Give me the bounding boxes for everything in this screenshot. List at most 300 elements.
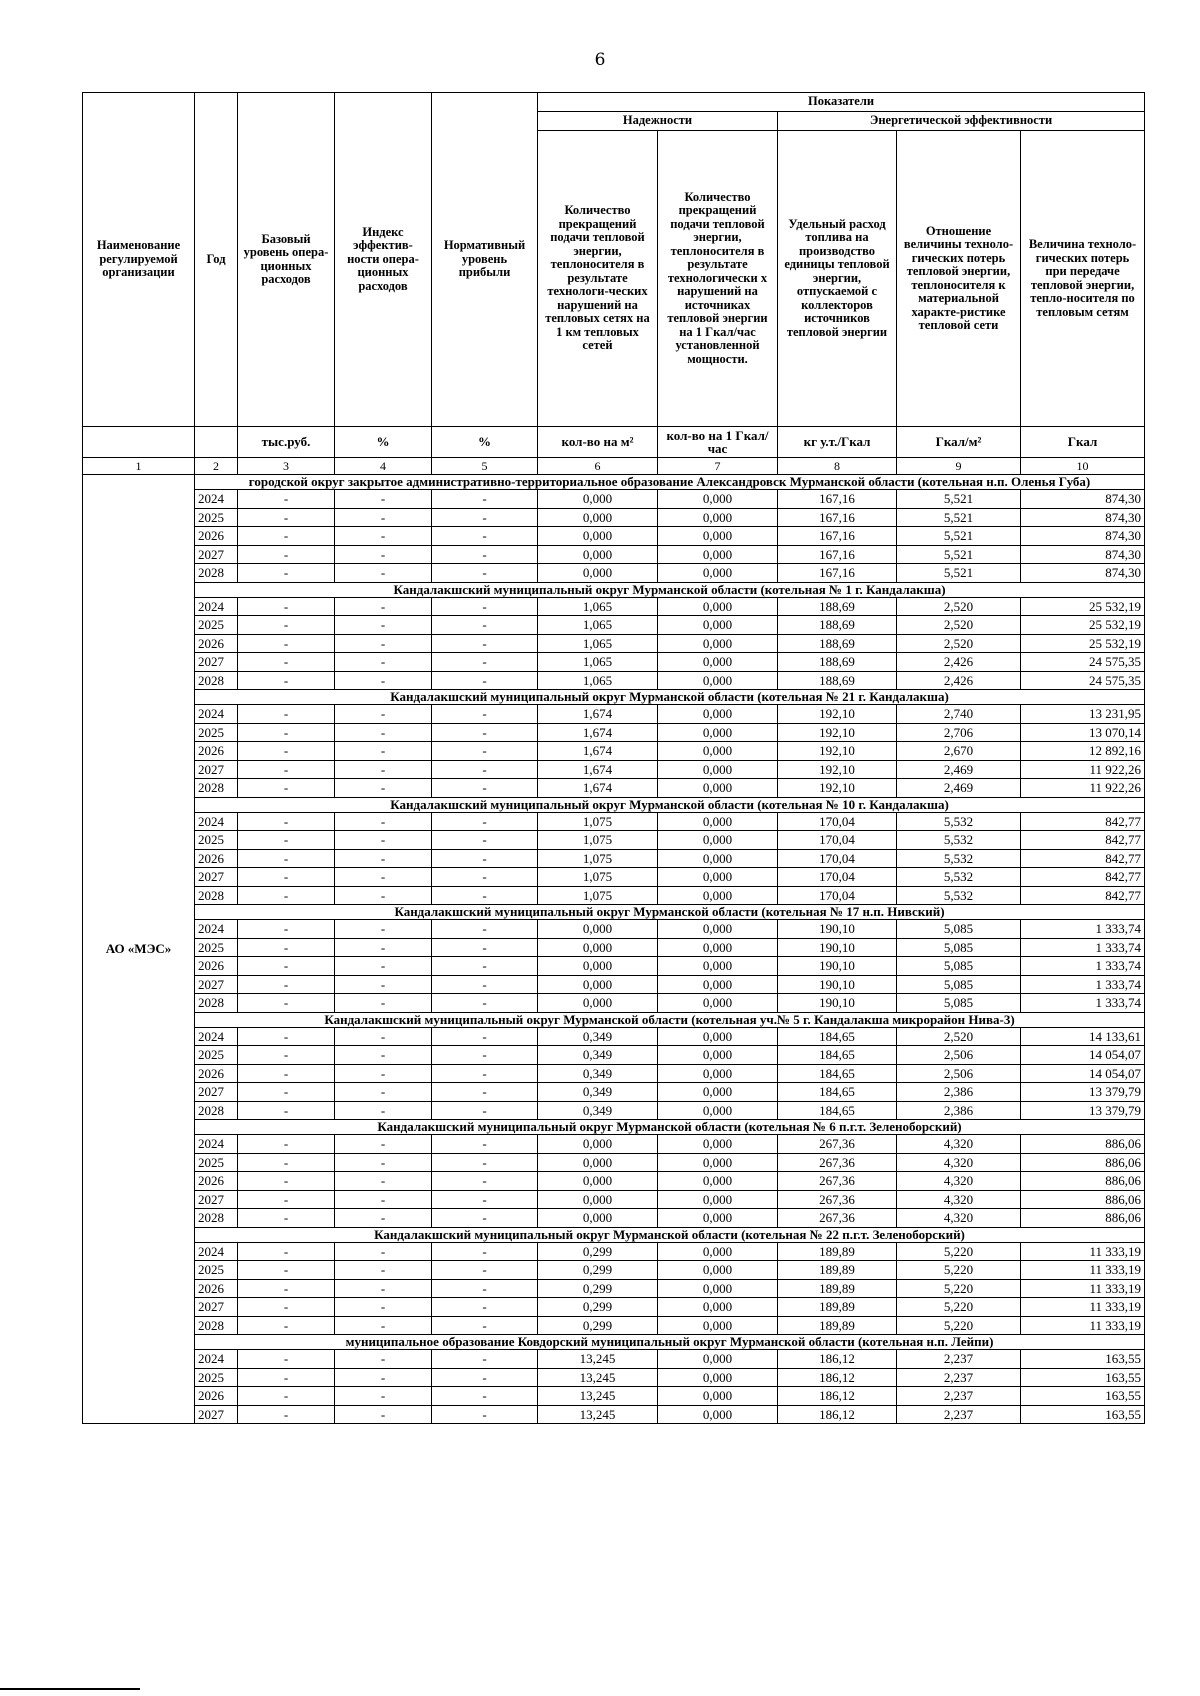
cell-c3: -: [238, 812, 335, 831]
year-cell: 2025: [195, 831, 238, 850]
unit-col6: кол-во на м²: [538, 427, 658, 458]
cell-c8: 267,36: [778, 1190, 897, 1209]
cell-c6: 13,245: [538, 1405, 658, 1424]
cell-c7: 0,000: [658, 616, 778, 635]
cell-c3: -: [238, 742, 335, 761]
year-cell: 2028: [195, 564, 238, 583]
cell-c8: 184,65: [778, 1046, 897, 1065]
column-number: 4: [335, 458, 432, 475]
cell-c6: 0,349: [538, 1101, 658, 1120]
cell-c5: -: [432, 1350, 538, 1369]
group-title: Кандалакшский муниципальный округ Мурманской области (котельная № 6 п.г.т. Зеленоборский): [195, 1120, 1145, 1135]
cell-c5: -: [432, 1153, 538, 1172]
cell-c3: -: [238, 616, 335, 635]
cell-c5: -: [432, 1405, 538, 1424]
cell-c7: 0,000: [658, 886, 778, 905]
cell-c7: 0,000: [658, 760, 778, 779]
cell-c7: 0,000: [658, 490, 778, 509]
year-cell: 2024: [195, 1350, 238, 1369]
table-row: [83, 508, 1145, 527]
year-cell: 2026: [195, 634, 238, 653]
cell-c5: -: [432, 849, 538, 868]
cell-c9: 5,220: [897, 1298, 1021, 1317]
header-col6: Количество прекращений подачи тепловой энергии, теплоносителя в результате технологи-ческих нарушений на тепловых сетях на 1 км тепловых сетей: [538, 131, 658, 427]
cell-c3: -: [238, 1083, 335, 1102]
cell-c6: 0,000: [538, 994, 658, 1013]
year-cell: 2026: [195, 1064, 238, 1083]
cell-c9: 2,506: [897, 1064, 1021, 1083]
cell-c7: 0,000: [658, 938, 778, 957]
cell-c6: 0,000: [538, 1172, 658, 1191]
cell-c9: 2,670: [897, 742, 1021, 761]
table-row: [83, 1261, 1145, 1280]
cell-c8: 170,04: [778, 849, 897, 868]
cell-c4: -: [335, 994, 432, 1013]
table-row: [83, 1387, 1145, 1406]
cell-c6: 0,000: [538, 1209, 658, 1228]
cell-c9: 4,320: [897, 1172, 1021, 1191]
cell-c5: -: [432, 760, 538, 779]
cell-c8: 192,10: [778, 723, 897, 742]
cell-c3: -: [238, 564, 335, 583]
cell-c3: -: [238, 1101, 335, 1120]
cell-c7: 0,000: [658, 1316, 778, 1335]
cell-c7: 0,000: [658, 527, 778, 546]
cell-c3: -: [238, 1172, 335, 1191]
header-normative-profit: Нормативный уровень прибыли: [432, 93, 538, 427]
cell-c10: 24 575,35: [1021, 671, 1145, 690]
year-cell: 2026: [195, 849, 238, 868]
cell-c9: 5,085: [897, 994, 1021, 1013]
cell-c10: 11 922,26: [1021, 760, 1145, 779]
cell-c7: 0,000: [658, 597, 778, 616]
year-cell: 2025: [195, 938, 238, 957]
year-cell: 2028: [195, 671, 238, 690]
group-header-row: [83, 582, 1145, 597]
cell-c3: -: [238, 1368, 335, 1387]
cell-c5: -: [432, 812, 538, 831]
header-col8: Удельный расход топлива на производство единицы тепловой энергии, отпускаемой с коллекторов источников тепловой энергии: [778, 131, 897, 427]
year-cell: 2025: [195, 723, 238, 742]
cell-c10: 886,06: [1021, 1153, 1145, 1172]
cell-c9: 5,085: [897, 920, 1021, 939]
cell-c8: 184,65: [778, 1101, 897, 1120]
cell-c10: 11 333,19: [1021, 1261, 1145, 1280]
cell-c7: 0,000: [658, 1209, 778, 1228]
cell-c4: -: [335, 920, 432, 939]
cell-c6: 0,000: [538, 527, 658, 546]
cell-c8: 184,65: [778, 1027, 897, 1046]
cell-c5: -: [432, 723, 538, 742]
cell-c4: -: [335, 1027, 432, 1046]
cell-c7: 0,000: [658, 1261, 778, 1280]
cell-c6: 0,000: [538, 545, 658, 564]
cell-c4: -: [335, 634, 432, 653]
cell-c4: -: [335, 564, 432, 583]
cell-c10: 1 333,74: [1021, 975, 1145, 994]
cell-c9: 5,532: [897, 868, 1021, 887]
cell-c4: -: [335, 1209, 432, 1228]
cell-c4: -: [335, 1350, 432, 1369]
cell-c6: 0,299: [538, 1279, 658, 1298]
cell-c8: 192,10: [778, 705, 897, 724]
cell-c5: -: [432, 1172, 538, 1191]
cell-c5: -: [432, 564, 538, 583]
cell-c3: -: [238, 868, 335, 887]
year-cell: 2028: [195, 1101, 238, 1120]
cell-c7: 0,000: [658, 812, 778, 831]
year-cell: 2025: [195, 616, 238, 635]
cell-c5: -: [432, 634, 538, 653]
cell-c9: 4,320: [897, 1190, 1021, 1209]
cell-c5: -: [432, 920, 538, 939]
cell-c8: 167,16: [778, 490, 897, 509]
cell-c8: 188,69: [778, 597, 897, 616]
cell-c10: 842,77: [1021, 868, 1145, 887]
unit-col3: тыс.руб.: [238, 427, 335, 458]
cell-c8: 184,65: [778, 1064, 897, 1083]
cell-c8: 167,16: [778, 527, 897, 546]
cell-c6: 1,075: [538, 812, 658, 831]
cell-c6: 1,065: [538, 616, 658, 635]
cell-c5: -: [432, 527, 538, 546]
cell-c9: 2,426: [897, 671, 1021, 690]
cell-c5: -: [432, 1046, 538, 1065]
column-number: 9: [897, 458, 1021, 475]
cell-c10: 11 922,26: [1021, 779, 1145, 798]
table-row: [83, 760, 1145, 779]
unit-col4: %: [335, 427, 432, 458]
cell-c4: -: [335, 616, 432, 635]
cell-c8: 188,69: [778, 634, 897, 653]
cell-c3: -: [238, 994, 335, 1013]
cell-c8: 189,89: [778, 1279, 897, 1298]
cell-c10: 11 333,19: [1021, 1242, 1145, 1261]
cell-c9: 5,220: [897, 1261, 1021, 1280]
cell-c8: 188,69: [778, 616, 897, 635]
cell-c7: 0,000: [658, 653, 778, 672]
cell-c8: 192,10: [778, 779, 897, 798]
cell-c8: 188,69: [778, 653, 897, 672]
cell-c10: 13 379,79: [1021, 1101, 1145, 1120]
year-cell: 2025: [195, 1046, 238, 1065]
cell-c10: 24 575,35: [1021, 653, 1145, 672]
header-reliability: Надежности: [538, 112, 778, 131]
cell-c9: 2,740: [897, 705, 1021, 724]
cell-c10: 842,77: [1021, 886, 1145, 905]
cell-c9: 5,532: [897, 831, 1021, 850]
cell-c8: 189,89: [778, 1316, 897, 1335]
cell-c3: -: [238, 831, 335, 850]
cell-c5: -: [432, 1261, 538, 1280]
cell-c7: 0,000: [658, 1027, 778, 1046]
cell-c10: 13 231,95: [1021, 705, 1145, 724]
cell-c10: 842,77: [1021, 831, 1145, 850]
cell-c10: 11 333,19: [1021, 1298, 1145, 1317]
cell-c5: -: [432, 1190, 538, 1209]
cell-c9: 2,386: [897, 1101, 1021, 1120]
cell-c7: 0,000: [658, 1172, 778, 1191]
year-cell: 2027: [195, 1083, 238, 1102]
year-cell: 2024: [195, 597, 238, 616]
cell-c9: 2,520: [897, 634, 1021, 653]
cell-c7: 0,000: [658, 1350, 778, 1369]
header-efficiency-index: Индекс эффектив-ности опера-ционных расходов: [335, 93, 432, 427]
unit-col8: кг у.т./Гкал: [778, 427, 897, 458]
cell-c8: 267,36: [778, 1172, 897, 1191]
cell-c8: 186,12: [778, 1387, 897, 1406]
header-indicators: Показатели: [538, 93, 1145, 112]
unit-col10: Гкал: [1021, 427, 1145, 458]
cell-c7: 0,000: [658, 1368, 778, 1387]
cell-c6: 13,245: [538, 1350, 658, 1369]
cell-c6: 0,000: [538, 975, 658, 994]
cell-c10: 874,30: [1021, 564, 1145, 583]
cell-c10: 874,30: [1021, 527, 1145, 546]
year-cell: 2026: [195, 1387, 238, 1406]
cell-c5: -: [432, 886, 538, 905]
year-cell: 2026: [195, 1172, 238, 1191]
table-row: [83, 490, 1145, 509]
cell-c6: 1,065: [538, 597, 658, 616]
cell-c5: -: [432, 1083, 538, 1102]
cell-c10: 163,55: [1021, 1368, 1145, 1387]
cell-c4: -: [335, 1261, 432, 1280]
cell-c4: -: [335, 597, 432, 616]
cell-c10: 11 333,19: [1021, 1279, 1145, 1298]
cell-c10: 1 333,74: [1021, 938, 1145, 957]
cell-c6: 1,075: [538, 831, 658, 850]
cell-c7: 0,000: [658, 1298, 778, 1317]
cell-c5: -: [432, 994, 538, 1013]
cell-c6: 1,075: [538, 849, 658, 868]
year-cell: 2026: [195, 742, 238, 761]
cell-c8: 267,36: [778, 1153, 897, 1172]
cell-c8: 170,04: [778, 868, 897, 887]
cell-c6: 1,674: [538, 742, 658, 761]
cell-c8: 267,36: [778, 1209, 897, 1228]
table-row: [83, 1064, 1145, 1083]
cell-c5: -: [432, 975, 538, 994]
table-row: [83, 831, 1145, 850]
table-row: [83, 920, 1145, 939]
cell-c3: -: [238, 1298, 335, 1317]
cell-c10: 13 379,79: [1021, 1083, 1145, 1102]
cell-c9: 2,469: [897, 760, 1021, 779]
year-cell: 2028: [195, 1316, 238, 1335]
cell-c9: 2,506: [897, 1046, 1021, 1065]
cell-c9: 5,521: [897, 564, 1021, 583]
cell-c3: -: [238, 1046, 335, 1065]
cell-c9: 2,706: [897, 723, 1021, 742]
cell-c9: 5,521: [897, 527, 1021, 546]
cell-c7: 0,000: [658, 957, 778, 976]
cell-c6: 1,674: [538, 760, 658, 779]
cell-c7: 0,000: [658, 1064, 778, 1083]
cell-c3: -: [238, 634, 335, 653]
cell-c6: 0,299: [538, 1316, 658, 1335]
cell-c6: 0,000: [538, 1135, 658, 1154]
cell-c4: -: [335, 1316, 432, 1335]
cell-c4: -: [335, 1368, 432, 1387]
cell-c4: -: [335, 1405, 432, 1424]
cell-c4: -: [335, 975, 432, 994]
cell-c3: -: [238, 1242, 335, 1261]
cell-c5: -: [432, 1279, 538, 1298]
year-cell: 2027: [195, 975, 238, 994]
cell-c5: -: [432, 868, 538, 887]
cell-c7: 0,000: [658, 779, 778, 798]
cell-c3: -: [238, 1153, 335, 1172]
cell-c10: 163,55: [1021, 1350, 1145, 1369]
cell-c7: 0,000: [658, 1279, 778, 1298]
cell-c6: 1,674: [538, 779, 658, 798]
cell-c6: 13,245: [538, 1387, 658, 1406]
cell-c4: -: [335, 849, 432, 868]
cell-c9: 5,532: [897, 886, 1021, 905]
cell-c10: 11 333,19: [1021, 1316, 1145, 1335]
cell-c5: -: [432, 616, 538, 635]
cell-c7: 0,000: [658, 868, 778, 887]
year-cell: 2024: [195, 1242, 238, 1261]
cell-c3: -: [238, 723, 335, 742]
cell-c3: -: [238, 545, 335, 564]
table-row: [83, 957, 1145, 976]
cell-c6: 0,000: [538, 938, 658, 957]
cell-c3: -: [238, 597, 335, 616]
cell-c4: -: [335, 938, 432, 957]
cell-c3: -: [238, 886, 335, 905]
table-row: [83, 1153, 1145, 1172]
cell-c4: -: [335, 1172, 432, 1191]
cell-c7: 0,000: [658, 545, 778, 564]
cell-c7: 0,000: [658, 508, 778, 527]
cell-c3: -: [238, 1261, 335, 1280]
cell-c10: 842,77: [1021, 849, 1145, 868]
cell-c10: 14 054,07: [1021, 1046, 1145, 1065]
group-title: Кандалакшский муниципальный округ Мурманской области (котельная № 22 п.г.т. Зеленоборский): [195, 1227, 1145, 1242]
cell-c5: -: [432, 831, 538, 850]
cell-c10: 163,55: [1021, 1387, 1145, 1406]
cell-c9: 5,521: [897, 490, 1021, 509]
group-title: муниципальное образование Ковдорский муниципальный округ Мурманской области (котельная н.п. Лейпи): [195, 1335, 1145, 1350]
cell-c8: 189,89: [778, 1298, 897, 1317]
cell-c8: 170,04: [778, 831, 897, 850]
cell-c8: 188,69: [778, 671, 897, 690]
cell-c10: 886,06: [1021, 1172, 1145, 1191]
cell-c10: 842,77: [1021, 812, 1145, 831]
year-cell: 2025: [195, 1261, 238, 1280]
table-row: [83, 1405, 1145, 1424]
cell-c3: -: [238, 508, 335, 527]
cell-c5: -: [432, 490, 538, 509]
cell-c5: -: [432, 1135, 538, 1154]
table-row: [83, 1368, 1145, 1387]
header-base-level: Базовый уровень опера-ционных расходов: [238, 93, 335, 427]
table-row: [83, 1172, 1145, 1191]
cell-c3: -: [238, 1064, 335, 1083]
cell-c6: 0,000: [538, 490, 658, 509]
cell-c5: -: [432, 1027, 538, 1046]
cell-c5: -: [432, 1387, 538, 1406]
table-row: [83, 545, 1145, 564]
column-number: 3: [238, 458, 335, 475]
cell-c4: -: [335, 1064, 432, 1083]
table-row: [83, 1190, 1145, 1209]
cell-c10: 1 333,74: [1021, 920, 1145, 939]
cell-c8: 190,10: [778, 920, 897, 939]
table-row: [83, 564, 1145, 583]
year-cell: 2027: [195, 545, 238, 564]
cell-c4: -: [335, 742, 432, 761]
table-row: [83, 1083, 1145, 1102]
cell-c5: -: [432, 1316, 538, 1335]
cell-c6: 1,065: [538, 671, 658, 690]
table-row: [83, 1298, 1145, 1317]
indicators-table: [82, 92, 1145, 1424]
cell-c8: 189,89: [778, 1261, 897, 1280]
cell-c9: 5,220: [897, 1316, 1021, 1335]
cell-c9: 2,237: [897, 1387, 1021, 1406]
year-cell: 2027: [195, 1298, 238, 1317]
table-row: [83, 1350, 1145, 1369]
table-row: [83, 779, 1145, 798]
cell-c3: -: [238, 779, 335, 798]
cell-c6: 1,065: [538, 634, 658, 653]
cell-c6: 0,349: [538, 1064, 658, 1083]
cell-c5: -: [432, 938, 538, 957]
group-title: Кандалакшский муниципальный округ Мурманской области (котельная уч.№ 5 г. Кандалакша микрорайон Нива-3): [195, 1012, 1145, 1027]
cell-c9: 5,085: [897, 957, 1021, 976]
cell-c7: 0,000: [658, 1153, 778, 1172]
column-number: 1: [83, 458, 195, 475]
year-cell: 2024: [195, 490, 238, 509]
table-row: [83, 723, 1145, 742]
group-header-row: [83, 1012, 1145, 1027]
cell-c7: 0,000: [658, 1083, 778, 1102]
cell-c9: 4,320: [897, 1153, 1021, 1172]
year-cell: 2027: [195, 760, 238, 779]
year-cell: 2025: [195, 1368, 238, 1387]
cell-c8: 167,16: [778, 508, 897, 527]
cell-c3: -: [238, 920, 335, 939]
cell-c6: 0,299: [538, 1261, 658, 1280]
cell-c4: -: [335, 723, 432, 742]
group-header-row: [83, 797, 1145, 812]
cell-c10: 886,06: [1021, 1135, 1145, 1154]
column-number: 7: [658, 458, 778, 475]
cell-c4: -: [335, 779, 432, 798]
year-cell: 2028: [195, 779, 238, 798]
unit-col7: кол-во на 1 Гкал/час: [658, 427, 778, 458]
cell-c6: 0,299: [538, 1242, 658, 1261]
cell-c5: -: [432, 1064, 538, 1083]
page-number: 6: [594, 50, 606, 70]
column-number: 10: [1021, 458, 1145, 475]
cell-c7: 0,000: [658, 634, 778, 653]
cell-c4: -: [335, 653, 432, 672]
cell-c10: 874,30: [1021, 508, 1145, 527]
cell-c3: -: [238, 1027, 335, 1046]
unit-col9: Гкал/м²: [897, 427, 1021, 458]
cell-c3: -: [238, 490, 335, 509]
cell-c3: -: [238, 1350, 335, 1369]
cell-c3: -: [238, 1190, 335, 1209]
table-row: [83, 705, 1145, 724]
cell-c4: -: [335, 868, 432, 887]
header-energy-efficiency: Энергетической эффективности: [778, 112, 1145, 131]
cell-c4: -: [335, 527, 432, 546]
